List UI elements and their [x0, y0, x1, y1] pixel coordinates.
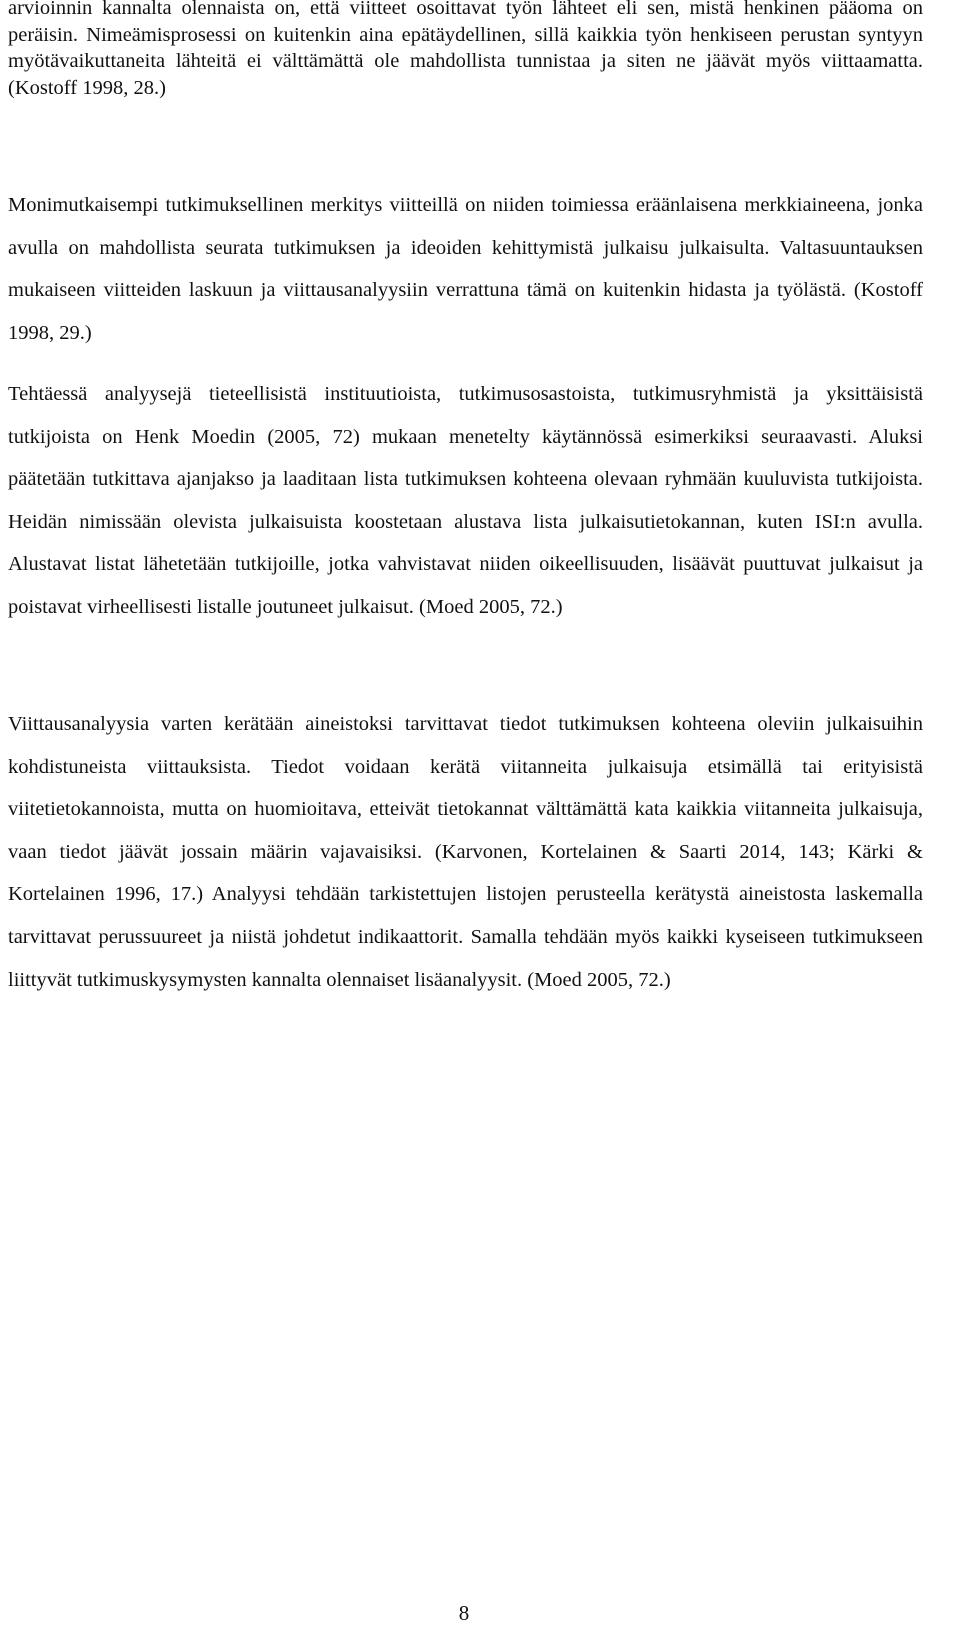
paragraph-2: Monimutkaisempi tutkimuksellinen merkitys viitteillä on niiden toimiessa eräänlaisena merkkiaineena, jonka avulla on mahdollista seurata tutkimuksen ja ideoiden kehittymistä julkaisu julkaisulta. Valtasuuntauksen mukaiseen viitteiden laskuun ja viittausanalyysiin verrattuna tämä on kuitenkin hidasta ja työlästä. (Kostoff 1998, 29.): [8, 194, 923, 344]
page-number: 8: [458, 1601, 470, 1625]
paragraph-1: arvioinnin kannalta olennaista on, että viitteet osoittavat työn lähteet eli sen, mistä henkinen pääoma on peräisin. Nimeämisprosessi on kuitenkin aina epätäydellinen, sillä kaikkia työn henkiseen perustan syntyyn myötävaikuttaneita lähteitä ei välttämättä ole mahdollista tunnistaa ja siten ne jäävät myös viittaamatta. (Kostoff 1998, 28.): [8, 0, 923, 99]
paragraph-3: Tehtäessä analyysejä tieteellisistä instituutioista, tutkimusosastoista, tutkimusryhmistä ja yksittäisistä tutkijoista on Henk Moedin (2005, 72) mukaan menetelty käytännössä esimerkiksi seuraavasti. Aluksi päätetään tutkittava ajanjakso ja laaditaan lista tutkimuksen kohteena olevaan ryhmään kuuluvista tutkijoista. Heidän nimissään olevista julkaisuista koostetaan alustava lista julkaisutietokannan, kuten ISI:n avulla. Alustavat listat lähetetään tutkijoille, jotka vahvistavat niiden oikeellisuuden, lisäävät puuttuvat julkaisut ja poistavat virheellisesti listalle joutuneet julkaisut. (Moed 2005, 72.): [8, 383, 923, 618]
paragraph-4: Viittausanalyysia varten kerätään aineistoksi tarvittavat tiedot tutkimuksen kohteena oleviin julkaisuihin kohdistuneista viittauksista. Tiedot voidaan kerätä viitanneita julkaisuja etsimällä tai erityisistä viitetietokannoista, mutta on huomioitava, etteivät tietokannat välttämättä kata kaikkia viitanneita julkaisuja, vaan tiedot jäävät jossain määrin vajavaisiksi. (Karvonen, Kortelainen & Saarti 2014, 143; Kärki & Kortelainen 1996, 17.) Analyysi tehdään tarkistettujen listojen perusteella kerätystä aineistosta laskemalla tarvittavat perussuureet ja niistä johdetut indikaattorit. Samalla tehdään myös kaikki kyseiseen tutkimukseen liittyvät tutkimuskysymysten kannalta olennaiset lisäanalyysit. (Moed 2005, 72.): [8, 713, 923, 991]
